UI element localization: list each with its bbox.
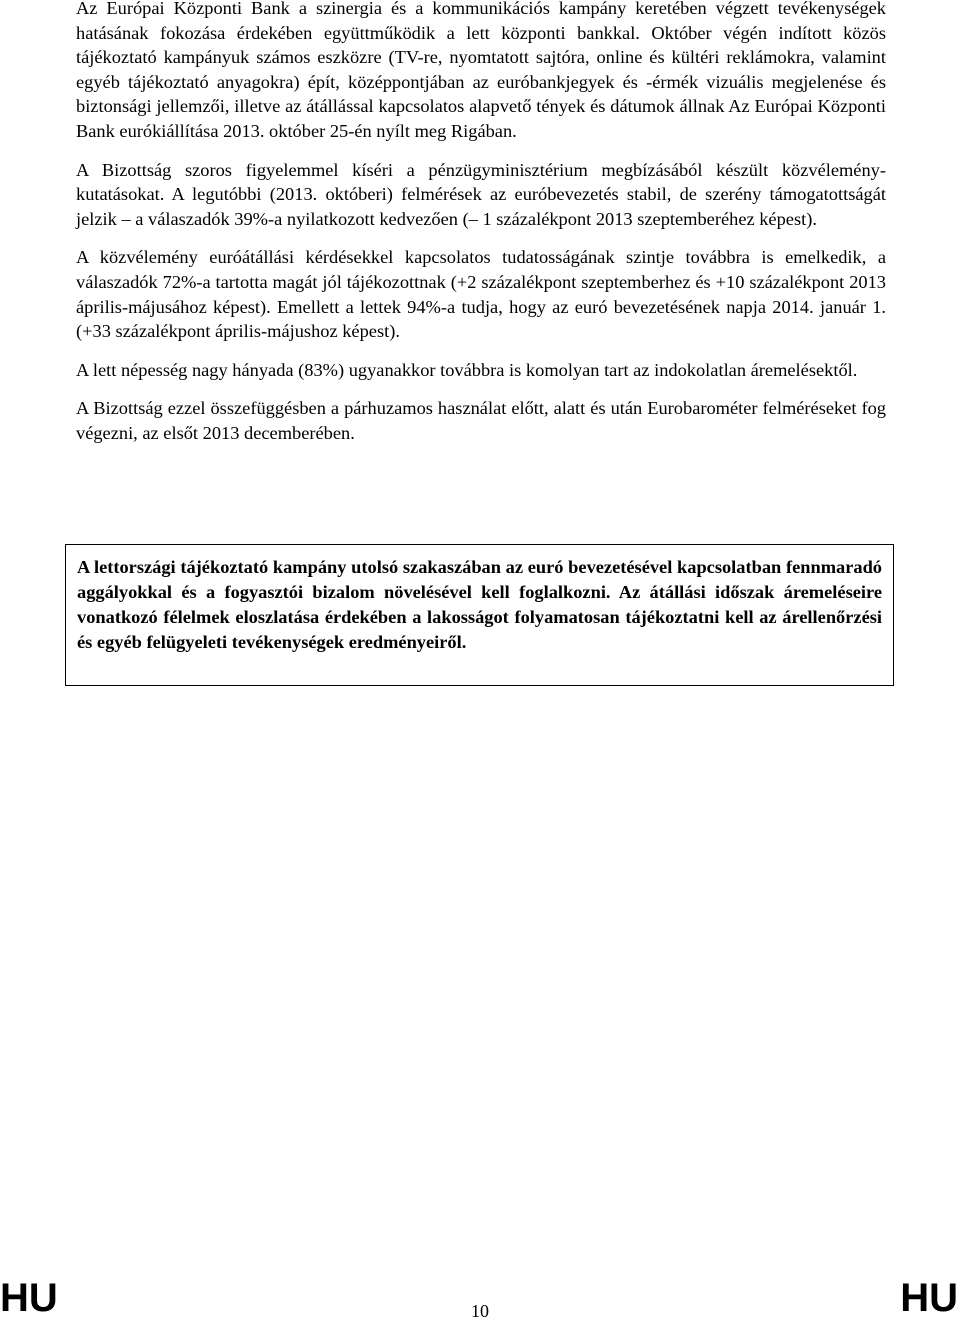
footer-language-code-right: HU [900, 1276, 958, 1320]
page-number: 10 [471, 1301, 489, 1321]
paragraph-ecb-campaign: Az Európai Központi Bank a szinergia és a kommunikációs kampány keretében végzett tevékenységek hatásának fokozása érdekében együttműködik a lett központi bankkal. Október végén indított közös tájékoztató kampányuk számos eszközre (TV-re, nyomtatott sajtóra, online és kültéri reklámokra, valamint egyéb tájékoztató anyagokra) épít, középpontjában az euróbankjegyek és -érmék vizuális megjelenése és biztonsági jellemzői, illetve az átállással kapcsolatos alapvető tények és dátumok állnak Az Európai Központi Bank eurókiállítása 2013. október 25-én nyílt meg Rigában. [76, 0, 886, 141]
conclusion-box [65, 544, 894, 686]
paragraph-eurobarometer: A Bizottság ezzel összefüggésben a párhuzamos használat előtt, alatt és után Eurobarométer felméréseket fog végezni, az elsőt 2013 decemberében. [76, 398, 886, 443]
document-body [76, 0, 886, 460]
conclusion-text: A lettországi tájékoztató kampány utolsó szakaszában az euró bevezetésével kapcsolatban fennmaradó aggályokkal és a fogyasztói bizalom növelésével kell foglalkozni. Az átállási időszak áremeléseire vonatkozó félelmek eloszlatása érdekében a lakosságot folyamatosan tájékoztatni kell az árellenőrzési és egyéb felügyeleti tevékenységek eredményeiről. [77, 557, 882, 652]
paragraph-opinion-surveys: A Bizottság szoros figyelemmel kíséri a pénzügyminisztérium megbízásából készült közvélemény-kutatásokat. A legutóbbi (2013. októberi) felmérések az euróbevezetés stabil, de szerény támogatottságát jelzik – a válaszadók 39%-a nyilatkozott kedvezően (– 1 százalékpont 2013 szeptemberéhez képest). [76, 159, 886, 229]
footer-language-code-left: HU [0, 1276, 58, 1320]
paragraph-awareness: A közvélemény euróátállási kérdésekkel kapcsolatos tudatosságának szintje továbbra is emelkedik, a válaszadók 72%-a tartotta magát jól tájékozottnak (+2 százalékpont szeptemberhez és +10 százalékpont 2013 április-májusához képest). Emellett a lettek 94%-a tudja, hogy az euró bevezetésének napja 2014. január 1. (+33 százalékpont április-májushoz képest). [76, 247, 886, 342]
paragraph-price-concerns: A lett népesség nagy hányada (83%) ugyanakkor továbbra is komolyan tart az indokolatlan áremelésektől. [76, 359, 858, 380]
